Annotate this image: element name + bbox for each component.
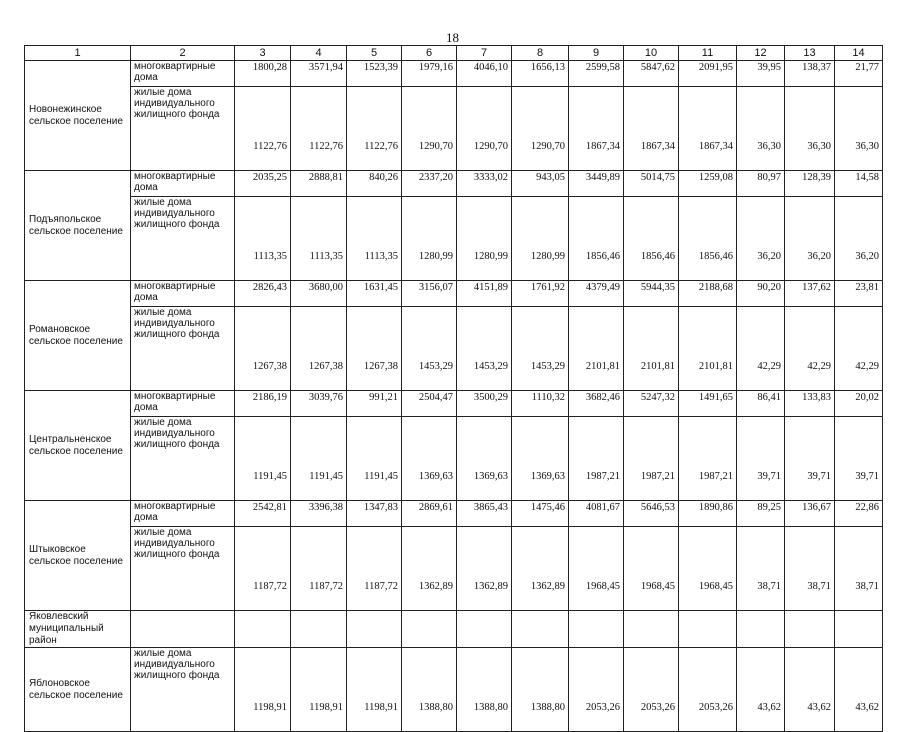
table-row xyxy=(25,501,883,527)
value-cell: 1122,76 xyxy=(347,87,402,171)
value-cell: 5944,35 xyxy=(624,281,679,307)
value-cell: 43,62 xyxy=(737,648,785,732)
value-cell: 1122,76 xyxy=(291,87,347,171)
header-cell: 3 xyxy=(235,46,291,61)
empty-cell xyxy=(785,611,835,648)
settlement-name: Штыковское сельское поселение xyxy=(25,501,131,611)
settlement-name: Центральненское сельское поселение xyxy=(25,391,131,501)
value-cell: 133,83 xyxy=(785,391,835,417)
value-cell: 14,58 xyxy=(835,171,883,197)
value-cell: 42,29 xyxy=(737,307,785,391)
header-cell: 9 xyxy=(569,46,624,61)
settlement-name: Яблоновское сельское поселение xyxy=(25,648,131,732)
value-cell: 136,67 xyxy=(785,501,835,527)
value-cell: 1388,80 xyxy=(512,648,569,732)
value-cell: 1362,89 xyxy=(402,527,457,611)
table-row xyxy=(25,171,883,197)
value-cell: 128,39 xyxy=(785,171,835,197)
value-cell: 39,71 xyxy=(737,417,785,501)
table-row xyxy=(25,281,883,307)
table-row xyxy=(25,307,883,391)
value-cell: 86,41 xyxy=(737,391,785,417)
value-cell: 36,30 xyxy=(737,87,785,171)
value-cell: 20,02 xyxy=(835,391,883,417)
value-cell: 2542,81 xyxy=(235,501,291,527)
housing-type: жилые дома индивидуального жилищного фонда xyxy=(131,197,235,281)
value-cell: 1198,91 xyxy=(347,648,402,732)
tariff-table xyxy=(24,45,883,732)
housing-type: жилые дома индивидуального жилищного фонда xyxy=(131,307,235,391)
value-cell: 1890,86 xyxy=(679,501,737,527)
header-cell: 5 xyxy=(347,46,402,61)
header-cell: 14 xyxy=(835,46,883,61)
value-cell: 1280,99 xyxy=(512,197,569,281)
value-cell: 2599,58 xyxy=(569,61,624,87)
header-cell: 2 xyxy=(131,46,235,61)
value-cell: 1388,80 xyxy=(457,648,512,732)
district-name: Яковлевский муниципальный район xyxy=(25,611,131,648)
header-cell: 7 xyxy=(457,46,512,61)
value-cell: 1453,29 xyxy=(512,307,569,391)
value-cell: 1656,13 xyxy=(512,61,569,87)
value-cell: 36,20 xyxy=(785,197,835,281)
value-cell: 36,30 xyxy=(785,87,835,171)
value-cell: 36,20 xyxy=(737,197,785,281)
empty-cell xyxy=(624,611,679,648)
housing-type: многоквартирные дома xyxy=(131,61,235,87)
table-row xyxy=(25,61,883,87)
value-cell: 1122,76 xyxy=(235,87,291,171)
value-cell: 1987,21 xyxy=(679,417,737,501)
value-cell: 4151,89 xyxy=(457,281,512,307)
value-cell: 1290,70 xyxy=(402,87,457,171)
value-cell: 90,20 xyxy=(737,281,785,307)
value-cell: 1800,28 xyxy=(235,61,291,87)
housing-type: жилые дома индивидуального жилищного фонда xyxy=(131,648,235,732)
value-cell: 5014,75 xyxy=(624,171,679,197)
header-cell: 13 xyxy=(785,46,835,61)
housing-type: многоквартирные дома xyxy=(131,501,235,527)
value-cell: 1369,63 xyxy=(457,417,512,501)
value-cell: 1631,45 xyxy=(347,281,402,307)
value-cell: 2053,26 xyxy=(679,648,737,732)
value-cell: 840,26 xyxy=(347,171,402,197)
value-cell: 43,62 xyxy=(785,648,835,732)
empty-cell xyxy=(679,611,737,648)
value-cell: 38,71 xyxy=(785,527,835,611)
value-cell: 1113,35 xyxy=(235,197,291,281)
housing-type: жилые дома индивидуального жилищного фонда xyxy=(131,87,235,171)
value-cell: 1388,80 xyxy=(402,648,457,732)
table-body xyxy=(25,46,883,732)
value-cell: 991,21 xyxy=(347,391,402,417)
value-cell: 4379,49 xyxy=(569,281,624,307)
header-cell: 1 xyxy=(25,46,131,61)
value-cell: 1867,34 xyxy=(569,87,624,171)
value-cell: 2101,81 xyxy=(569,307,624,391)
value-cell: 1187,72 xyxy=(291,527,347,611)
housing-type: жилые дома индивидуального жилищного фонда xyxy=(131,527,235,611)
value-cell: 2826,43 xyxy=(235,281,291,307)
value-cell: 1267,38 xyxy=(235,307,291,391)
value-cell: 1453,29 xyxy=(457,307,512,391)
value-cell: 3039,76 xyxy=(291,391,347,417)
value-cell: 1290,70 xyxy=(457,87,512,171)
value-cell: 1987,21 xyxy=(569,417,624,501)
value-cell: 3500,29 xyxy=(457,391,512,417)
value-cell: 1110,32 xyxy=(512,391,569,417)
value-cell: 137,62 xyxy=(785,281,835,307)
value-cell: 1191,45 xyxy=(291,417,347,501)
value-cell: 1761,92 xyxy=(512,281,569,307)
table-row xyxy=(25,527,883,611)
value-cell: 1968,45 xyxy=(679,527,737,611)
value-cell: 3449,89 xyxy=(569,171,624,197)
value-cell: 1280,99 xyxy=(457,197,512,281)
empty-cell xyxy=(131,611,235,648)
value-cell: 1475,46 xyxy=(512,501,569,527)
value-cell: 1290,70 xyxy=(512,87,569,171)
value-cell: 4081,67 xyxy=(569,501,624,527)
value-cell: 2101,81 xyxy=(624,307,679,391)
value-cell: 1453,29 xyxy=(402,307,457,391)
value-cell: 39,95 xyxy=(737,61,785,87)
value-cell: 1267,38 xyxy=(347,307,402,391)
empty-cell xyxy=(737,611,785,648)
value-cell: 2053,26 xyxy=(624,648,679,732)
value-cell: 89,25 xyxy=(737,501,785,527)
housing-type: многоквартирные дома xyxy=(131,391,235,417)
value-cell: 22,86 xyxy=(835,501,883,527)
value-cell: 21,77 xyxy=(835,61,883,87)
page-number: 18 xyxy=(446,30,459,45)
housing-type: жилые дома индивидуального жилищного фонда xyxy=(131,417,235,501)
header-cell: 12 xyxy=(737,46,785,61)
value-cell: 38,71 xyxy=(835,527,883,611)
empty-cell xyxy=(291,611,347,648)
value-cell: 1259,08 xyxy=(679,171,737,197)
value-cell: 1347,83 xyxy=(347,501,402,527)
value-cell: 4046,10 xyxy=(457,61,512,87)
table-row xyxy=(25,87,883,171)
value-cell: 1968,45 xyxy=(624,527,679,611)
value-cell: 42,29 xyxy=(835,307,883,391)
settlement-name: Романовское сельское поселение xyxy=(25,281,131,391)
value-cell: 1491,65 xyxy=(679,391,737,417)
value-cell: 2504,47 xyxy=(402,391,457,417)
value-cell: 1362,89 xyxy=(512,527,569,611)
value-cell: 1362,89 xyxy=(457,527,512,611)
value-cell: 39,71 xyxy=(785,417,835,501)
value-cell: 36,20 xyxy=(835,197,883,281)
header-cell: 10 xyxy=(624,46,679,61)
value-cell: 1523,39 xyxy=(347,61,402,87)
value-cell: 1280,99 xyxy=(402,197,457,281)
value-cell: 3680,00 xyxy=(291,281,347,307)
value-cell: 1187,72 xyxy=(347,527,402,611)
value-cell: 1968,45 xyxy=(569,527,624,611)
empty-cell xyxy=(402,611,457,648)
housing-type: многоквартирные дома xyxy=(131,171,235,197)
header-cell: 6 xyxy=(402,46,457,61)
table-row xyxy=(25,391,883,417)
value-cell: 2091,95 xyxy=(679,61,737,87)
value-cell: 1867,34 xyxy=(679,87,737,171)
settlement-name: Подъяпольское сельское поселение xyxy=(25,171,131,281)
value-cell: 1369,63 xyxy=(512,417,569,501)
table-row xyxy=(25,197,883,281)
value-cell: 1187,72 xyxy=(235,527,291,611)
value-cell: 943,05 xyxy=(512,171,569,197)
value-cell: 1267,38 xyxy=(291,307,347,391)
value-cell: 36,30 xyxy=(835,87,883,171)
value-cell: 138,37 xyxy=(785,61,835,87)
value-cell: 1979,16 xyxy=(402,61,457,87)
value-cell: 1191,45 xyxy=(235,417,291,501)
value-cell: 1369,63 xyxy=(402,417,457,501)
value-cell: 1191,45 xyxy=(347,417,402,501)
value-cell: 3571,94 xyxy=(291,61,347,87)
value-cell: 1856,46 xyxy=(679,197,737,281)
empty-cell xyxy=(569,611,624,648)
header-cell: 8 xyxy=(512,46,569,61)
value-cell: 1856,46 xyxy=(569,197,624,281)
header-cell: 4 xyxy=(291,46,347,61)
housing-type: многоквартирные дома xyxy=(131,281,235,307)
empty-cell xyxy=(347,611,402,648)
value-cell: 5847,62 xyxy=(624,61,679,87)
header-cell: 11 xyxy=(679,46,737,61)
value-cell: 2188,68 xyxy=(679,281,737,307)
value-cell: 1113,35 xyxy=(347,197,402,281)
value-cell: 5646,53 xyxy=(624,501,679,527)
value-cell: 80,97 xyxy=(737,171,785,197)
value-cell: 2035,25 xyxy=(235,171,291,197)
value-cell: 1198,91 xyxy=(235,648,291,732)
value-cell: 43,62 xyxy=(835,648,883,732)
value-cell: 38,71 xyxy=(737,527,785,611)
value-cell: 23,81 xyxy=(835,281,883,307)
value-cell: 2053,26 xyxy=(569,648,624,732)
value-cell: 1856,46 xyxy=(624,197,679,281)
value-cell: 42,29 xyxy=(785,307,835,391)
empty-cell xyxy=(235,611,291,648)
settlement-name: Новонежинское сельское поселение xyxy=(25,61,131,171)
value-cell: 2888,81 xyxy=(291,171,347,197)
value-cell: 1987,21 xyxy=(624,417,679,501)
header-row xyxy=(25,46,883,61)
empty-cell xyxy=(512,611,569,648)
value-cell: 3396,38 xyxy=(291,501,347,527)
value-cell: 3682,46 xyxy=(569,391,624,417)
empty-cell xyxy=(835,611,883,648)
value-cell: 2101,81 xyxy=(679,307,737,391)
empty-cell xyxy=(457,611,512,648)
value-cell: 5247,32 xyxy=(624,391,679,417)
value-cell: 2186,19 xyxy=(235,391,291,417)
value-cell: 2337,20 xyxy=(402,171,457,197)
table-row xyxy=(25,648,883,732)
value-cell: 39,71 xyxy=(835,417,883,501)
value-cell: 1113,35 xyxy=(291,197,347,281)
value-cell: 2869,61 xyxy=(402,501,457,527)
table-row xyxy=(25,417,883,501)
district-row xyxy=(25,611,883,648)
value-cell: 3865,43 xyxy=(457,501,512,527)
value-cell: 3333,02 xyxy=(457,171,512,197)
value-cell: 1867,34 xyxy=(624,87,679,171)
value-cell: 1198,91 xyxy=(291,648,347,732)
value-cell: 3156,07 xyxy=(402,281,457,307)
